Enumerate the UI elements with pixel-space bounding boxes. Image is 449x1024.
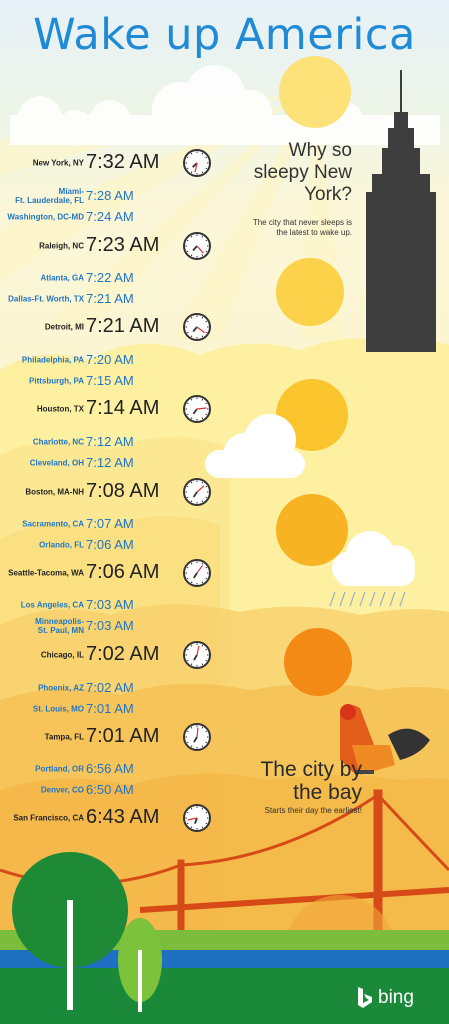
city-row <box>0 350 215 370</box>
city-name: Los Angeles, CA <box>20 600 84 610</box>
clock-icon <box>182 558 212 588</box>
wake-time: 7:08 AM <box>86 480 160 502</box>
city-name: St. Louis, MO <box>32 704 84 714</box>
wake-time: 7:12 AM <box>86 434 134 449</box>
city-name: Washington, DC-MD <box>7 212 84 222</box>
wake-time: 6:56 AM <box>86 761 134 776</box>
wake-time: 7:20 AM <box>86 352 134 367</box>
wake-time: 6:50 AM <box>86 782 134 797</box>
city-row <box>0 186 215 206</box>
sun-2 <box>276 258 344 326</box>
city-row <box>0 727 215 747</box>
city-name: Philadelphia, PA <box>21 355 84 365</box>
city-row <box>0 780 215 800</box>
wake-time: 7:22 AM <box>86 270 134 285</box>
bing-wordmark: bing <box>378 987 414 1008</box>
city-row <box>0 453 215 473</box>
city-name: Charlotte, NC <box>32 437 84 447</box>
city-row <box>0 645 215 665</box>
city-name: Detroit, MI <box>44 322 84 332</box>
city-row <box>0 236 215 256</box>
city-name: Portland, OR <box>35 764 84 774</box>
ny-callout-headline: Why so sleepy New York? <box>253 140 352 205</box>
city-name: Chicago, IL <box>40 650 84 660</box>
clock-icon <box>182 477 212 507</box>
city-row <box>0 616 215 636</box>
page-title: Wake up America <box>33 10 416 60</box>
wake-time: 6:43 AM <box>86 806 160 828</box>
clock-icon <box>182 803 212 833</box>
city-name: Tampa, FL <box>44 732 84 742</box>
bing-logo-icon <box>356 986 374 1010</box>
city-row <box>0 482 215 502</box>
wake-time: 7:21 AM <box>86 291 134 306</box>
wake-time: 7:32 AM <box>86 151 160 173</box>
city-row <box>0 153 215 173</box>
wake-time: 7:07 AM <box>86 516 134 531</box>
city-row <box>0 678 215 698</box>
city-name: San Francisco, CA <box>13 813 84 823</box>
sf-callout-subtext: Starts their day the earliest! <box>264 806 362 815</box>
city-name: New York, NY <box>32 158 84 168</box>
clock-icon <box>182 231 212 261</box>
wake-time: 7:15 AM <box>86 373 134 388</box>
sf-callout-headline: The city by the bay <box>260 758 362 804</box>
wake-time: 7:01 AM <box>86 725 160 747</box>
city-row <box>0 595 215 615</box>
city-name: Pittsburgh, PA <box>29 376 84 386</box>
city-row <box>0 535 215 555</box>
city-row <box>0 207 215 227</box>
city-row <box>0 289 215 309</box>
wake-time: 7:28 AM <box>86 188 134 203</box>
city-row <box>0 808 215 828</box>
clock-icon <box>182 640 212 670</box>
wake-time: 7:02 AM <box>86 643 160 665</box>
city-row <box>0 399 215 419</box>
clock-icon <box>182 394 212 424</box>
wake-time: 7:03 AM <box>86 618 134 633</box>
wake-time: 7:03 AM <box>86 597 134 612</box>
city-row <box>0 563 215 583</box>
wake-time: 7:02 AM <box>86 680 134 695</box>
clock-icon <box>182 148 212 178</box>
city-name: Orlando, FL <box>39 540 84 550</box>
city-name: Minneapolis- St. Paul, MN <box>35 617 84 635</box>
city-name: Seattle-Tacoma, WA <box>8 568 84 578</box>
ny-callout-subtext: The city that never sleeps is the latest to wake up. <box>252 218 352 237</box>
city-name: Houston, TX <box>36 404 84 414</box>
city-name: Sacramento, CA <box>22 519 84 529</box>
city-row <box>0 268 215 288</box>
city-row <box>0 317 215 337</box>
sun-5 <box>284 628 352 696</box>
sun-4 <box>276 494 348 566</box>
city-row <box>0 371 215 391</box>
clock-icon <box>182 722 212 752</box>
city-name: Cleveland, OH <box>29 458 84 468</box>
city-row <box>0 699 215 719</box>
city-name: Boston, MA-NH <box>25 487 84 497</box>
city-name: Denver, CO <box>40 785 84 795</box>
city-name: Dallas-Ft. Worth, TX <box>8 294 84 304</box>
city-row <box>0 432 215 452</box>
wake-time: 7:21 AM <box>86 315 160 337</box>
wake-time: 7:24 AM <box>86 209 134 224</box>
city-name: Atlanta, GA <box>40 273 84 283</box>
city-name: Miami- Ft. Lauderdale, FL <box>15 187 84 205</box>
city-name: Phoenix, AZ <box>38 683 84 693</box>
clock-icon <box>182 312 212 342</box>
sun-1 <box>279 56 351 128</box>
city-name: Raleigh, NC <box>39 241 84 251</box>
wake-time: 7:23 AM <box>86 234 160 256</box>
wake-time: 7:06 AM <box>86 561 160 583</box>
wake-time: 7:12 AM <box>86 455 134 470</box>
wake-time: 7:14 AM <box>86 397 160 419</box>
city-row <box>0 514 215 534</box>
wake-time: 7:06 AM <box>86 537 134 552</box>
wake-time: 7:01 AM <box>86 701 134 716</box>
bing-brand <box>356 984 436 1014</box>
city-row <box>0 759 215 779</box>
